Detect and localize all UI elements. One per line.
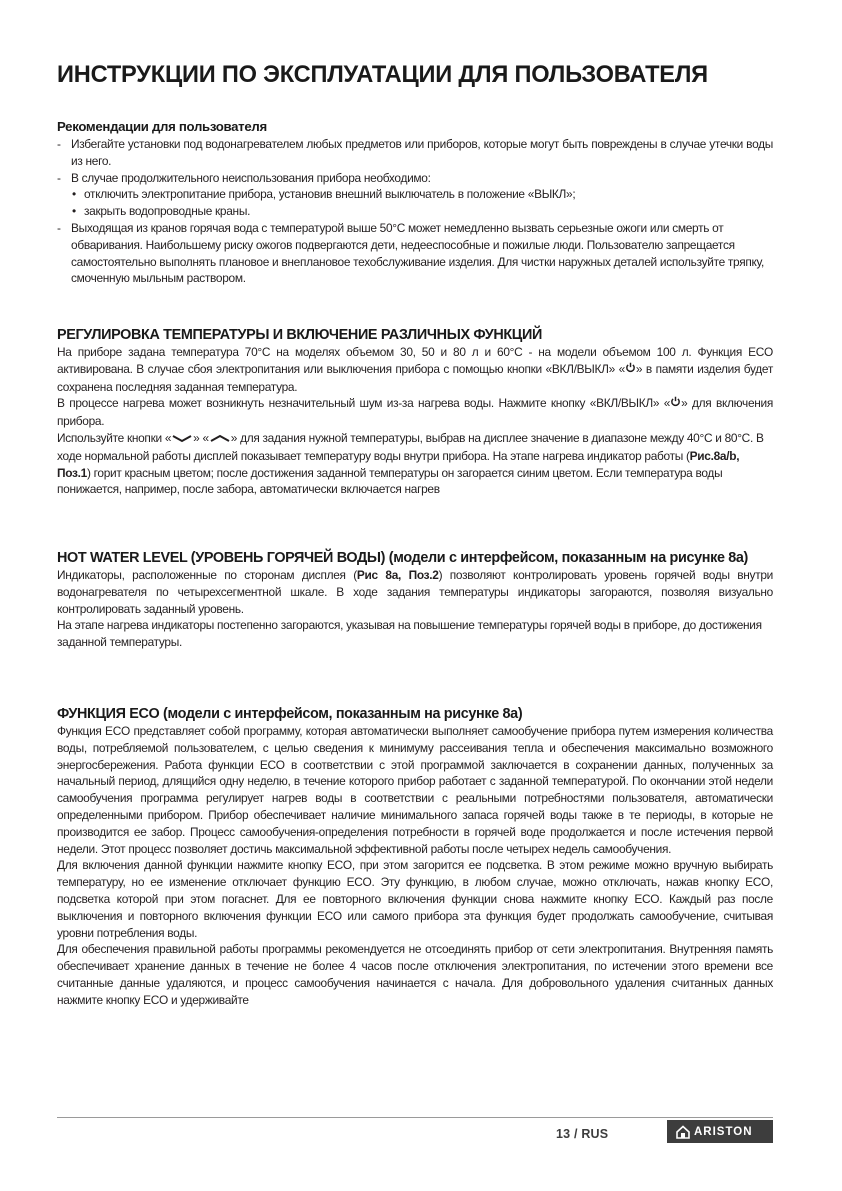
chevron-up-icon bbox=[209, 431, 231, 448]
recommendation-item: - В случае продолжительного неиспользования прибора необходимо: bbox=[57, 170, 773, 187]
temperature-paragraph: На приборе задана температура 70°C на моделях объемом 30, 50 и 80 л и 60°C - на модели объемом 100 л. Функция ECO активирована. В случае сбоя электропитания или выключения прибора с помощью кнопки «ВКЛ/ВЫКЛ» « » в памяти изделия будет сохранена последняя заданная температура. bbox=[57, 345, 773, 394]
brand-name: ARISTON bbox=[694, 1125, 753, 1138]
hot-water-heading: HOT WATER LEVEL (УРОВЕНЬ ГОРЯЧЕЙ ВОДЫ) (модели с интерфейсом, показанным на рисунке 8a) bbox=[57, 550, 748, 566]
page-title: ИНСТРУКЦИИ ПО ЭКСПЛУАТАЦИИ ДЛЯ ПОЛЬЗОВАТЕЛЯ bbox=[57, 62, 708, 88]
temperature-paragraph: Используйте кнопки « » « » для задания нужной температуры, выбрав на дисплее значение в диапазоне между 40°C и 80°C. В ходе нормальной работы дисплей показывает температуру воды внутри прибора. На этапе нагрева индикатор работы (Рис.8a/b, Поз.1) горит красным цветом; после достижения заданной температуры он загорается синим цветом. Если температура воды понижается, например, после забора, автоматически включается нагрев bbox=[57, 430, 764, 497]
temperature-section bbox=[57, 326, 773, 498]
temperature-paragraph: В процессе нагрева может возникнуть незначительный шум из-за нагрева воды. Нажмите кнопку «ВКЛ/ВЫКЛ» « » для включения прибора. bbox=[57, 396, 773, 429]
recommendations-heading: Рекомендации для пользователя bbox=[57, 119, 267, 134]
hot-water-section bbox=[57, 549, 773, 651]
page-number: 13 / RUS bbox=[556, 1127, 609, 1141]
brand-logo bbox=[667, 1120, 773, 1143]
hot-water-paragraph: На этапе нагрева индикаторы постепенно загораются, указывая на повышение температуры горячей воды в приборе, до достижения заданной температуры. bbox=[57, 618, 762, 650]
temperature-heading: РЕГУЛИРОВКА ТЕМПЕРАТУРЫ И ВКЛЮЧЕНИЕ РАЗЛИЧНЫХ ФУНКЦИЙ bbox=[57, 327, 542, 343]
recommendation-item: - Выходящая из кранов горячая вода с температурой выше 50°C может немедленно вызвать серьезные ожоги или смерть от обваривания. Наибольшему риску ожогов подвергаются дети, недееспособные и пожилые люди. Пользователю запрещается самостоятельно выполнять плановое и внеплановое техобслуживание изделия. Для чистки наружных деталей используйте тряпку, смоченную мыльным раствором. bbox=[57, 220, 773, 287]
eco-section bbox=[57, 705, 773, 1009]
hot-water-paragraph: Индикаторы, расположенные по сторонам дисплея (Рис 8a, Поз.2) позволяют контролировать уровень горячей воды внутри водонагревателя по четырехсегментной шкале. В ходе задания температуры индикаторы загораются, позволяя визуально контролировать заданный уровень. bbox=[57, 568, 773, 616]
figure-reference: Рис 8a, Поз.2 bbox=[356, 568, 439, 582]
eco-paragraph: Для включения данной функции нажмите кнопку ECO, при этом загорится ее подсветка. В этом режиме можно вручную выбирать температуру, но ее изменение отключает функцию ECO. Эту функцию, в любом случае, можно отключать, нажав кнопку ECO, подсветка которой при этом погаснет. Для ее повторного включения функции снова нажмите кнопку ECO. Каждый раз после выключения и повторного включения функции ECO или самого прибора эта функция будет продолжать самообучение, считывая уровни потребления воды. bbox=[57, 858, 773, 940]
figure-reference: Рис.8a/b, Поз.1 bbox=[57, 448, 740, 480]
recommendations-section bbox=[57, 118, 773, 287]
eco-paragraph: Функция ECO представляет собой программу, которая автоматически выполняет самообучение прибора путем измерения количества воды, потребляемой пользователем, с целью сведения к минимуму рассеивания тепла и обеспечения максимально возможного энергосбережения. Работа функции ECO в соответствии с этой программой заключается в сохранении данных, полученных за начальный период, длящийся одну неделю, в течение которого прибор работает с заданной температурой. По окончании этой недели самообучения программа регулирует нагрев воды в соответствии с реальными потребностями пользователя, автоматически определенными прибором. Прибор обеспечивает наличие минимального запаса горячей воды также в те периоды, в которые не производится ее забор. Процесс самообучения-определения потребности в горячей воде продолжается и после истечения первой недели. Этот процесс позволяет достичь максимальной эффективной работы после четырех недель самообучения. bbox=[57, 724, 773, 856]
eco-paragraph: Для обеспечения правильной работы программы рекомендуется не отсоединять прибор от сети электропитания. Внутренняя память обеспечивает хранение данных в течение не более 4 часов после отключения электропитания, по истечении этого времени все считанные данные удаляются, и процесс самообучения начинается с начала. Для добровольного удаления считанных данных нажмите кнопку ECO и удерживайте bbox=[57, 942, 773, 1007]
recommendation-item: - Избегайте установки под водонагревателем любых предметов или приборов, которые могут быть повреждены в случае утечки воды из него. bbox=[57, 136, 773, 170]
power-icon bbox=[625, 362, 636, 379]
recommendation-subitem: • закрыть водопроводные краны. bbox=[57, 203, 773, 220]
recommendation-subitem: • отключить электропитание прибора, установив внешний выключатель в положение «ВЫКЛ»; bbox=[57, 186, 773, 203]
chevron-down-icon bbox=[171, 431, 193, 448]
power-icon bbox=[670, 396, 681, 413]
eco-heading: ФУНКЦИЯ ECO (модели с интерфейсом, показанным на рисунке 8a) bbox=[57, 706, 523, 722]
house-icon bbox=[676, 1125, 690, 1139]
footer-divider bbox=[57, 1117, 773, 1118]
